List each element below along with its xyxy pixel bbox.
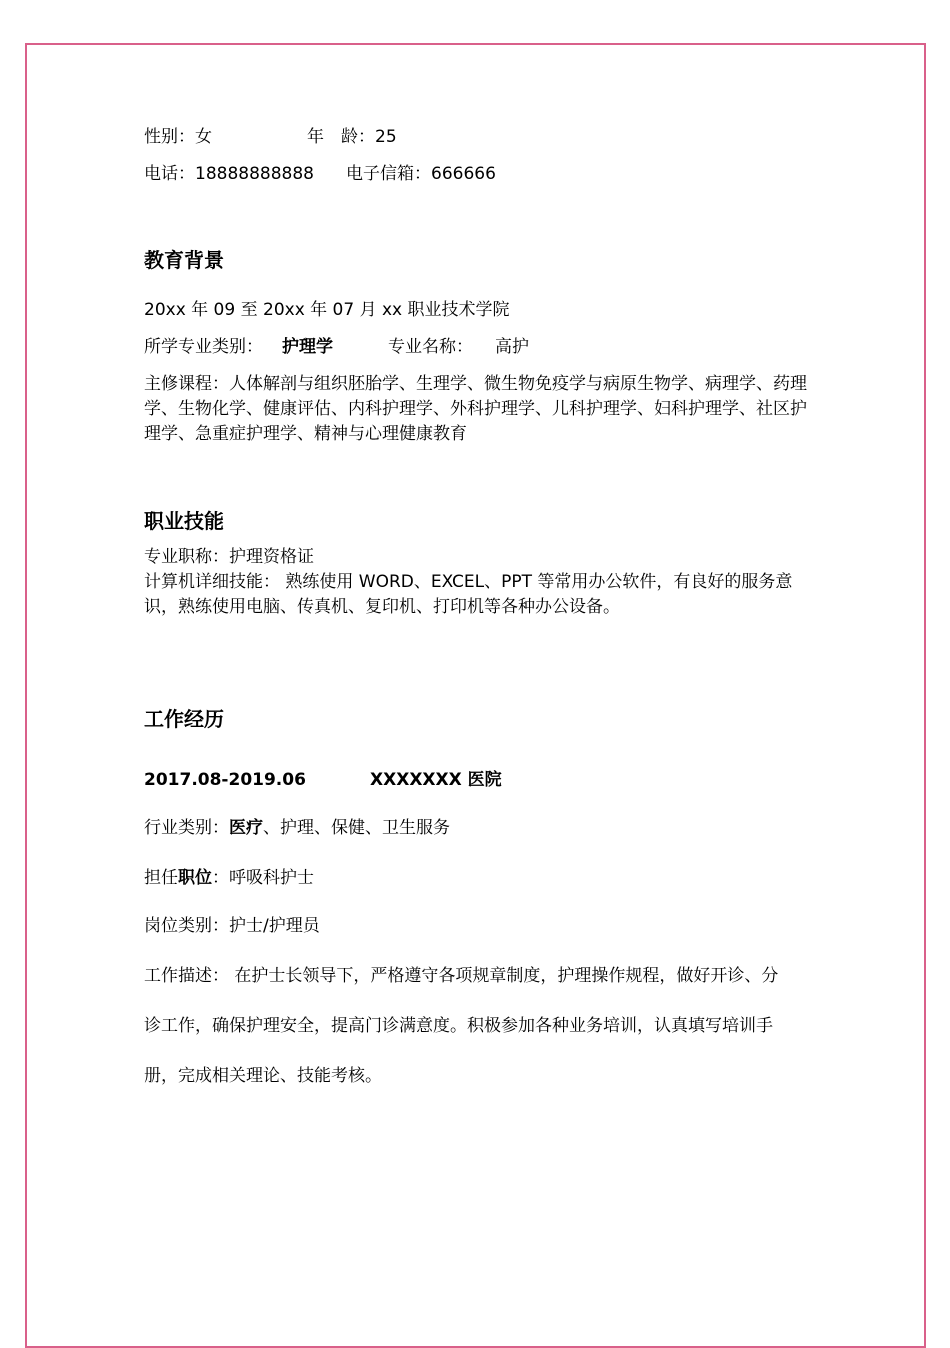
professional-title-row bbox=[144, 545, 314, 569]
description-label: 工作描述： bbox=[144, 966, 229, 986]
job-category-label: 岗位类别： bbox=[144, 916, 229, 936]
email-field bbox=[346, 162, 496, 186]
contact-row bbox=[144, 162, 496, 186]
email-value: 666666 bbox=[431, 164, 496, 184]
industry-bold: 医疗 bbox=[229, 818, 263, 838]
description-line-2: 诊工作，确保护理安全，提高门诊满意度。积极参加各种业务培训，认真填写培训手 bbox=[144, 1016, 773, 1036]
education-period-row bbox=[144, 298, 510, 322]
work-heading: 工作经历 bbox=[144, 707, 224, 731]
age-value: 25 bbox=[375, 127, 397, 147]
education-heading: 教育背景 bbox=[144, 248, 224, 272]
work-period: 2017.08-2019.06 bbox=[144, 770, 306, 790]
position-value: 呼吸科护士 bbox=[229, 868, 314, 888]
education-period: 20xx 年 09 至 20xx 年 07 月 bbox=[144, 300, 377, 320]
email-label: 电子信箱： bbox=[346, 164, 431, 184]
professional-title-value: 护理资格证 bbox=[229, 547, 314, 567]
industry-rest: 、护理、保健、卫生服务 bbox=[263, 818, 450, 838]
employer-name: XXXXXXX 医院 bbox=[370, 770, 502, 790]
page-border bbox=[25, 43, 926, 1348]
position-label-bold: 职位 bbox=[178, 868, 212, 888]
age-label: 年 龄： bbox=[307, 127, 375, 147]
job-category-row bbox=[144, 914, 320, 938]
courses-paragraph bbox=[144, 372, 814, 447]
gender-age-row bbox=[144, 125, 397, 149]
major-category-label: 所学专业类别： bbox=[144, 337, 263, 357]
computer-skills-value: 熟练使用 WORD、EXCEL、PPT 等常用办公软件，有良好的服务意识，熟练使用电脑、传真机、复印机、打印机等各种办公设备。 bbox=[144, 572, 793, 617]
position-label-plain: 担任 bbox=[144, 868, 178, 888]
age-field bbox=[307, 125, 397, 149]
school-name: xx 职业技术学院 bbox=[382, 300, 510, 320]
major-name-label: 专业名称： bbox=[388, 337, 473, 357]
industry-row bbox=[144, 816, 450, 840]
skills-heading: 职业技能 bbox=[144, 509, 224, 533]
gender-label: 性别： bbox=[144, 127, 195, 147]
major-category-value: 护理学 bbox=[282, 337, 333, 357]
major-name-field bbox=[388, 335, 529, 359]
courses-value: 人体解剖与组织胚胎学、生理学、微生物免疫学与病原生物学、病理学、药理学、生物化学、健康评估、内科护理学、外科护理学、儿科护理学、妇科护理学、社区护理学、急重症护理学、精神与心理健康教育 bbox=[144, 374, 807, 444]
professional-title-label: 专业职称： bbox=[144, 547, 229, 567]
description-line-1 bbox=[144, 964, 778, 988]
work-period-row bbox=[144, 768, 502, 792]
computer-skills-paragraph bbox=[144, 570, 814, 620]
description-line-3: 册，完成相关理论、技能考核。 bbox=[144, 1066, 382, 1086]
phone-label: 电话： bbox=[144, 164, 195, 184]
major-row bbox=[144, 335, 529, 359]
major-name-value: 高护 bbox=[495, 337, 529, 357]
position-row bbox=[144, 866, 314, 890]
position-label-colon: ： bbox=[212, 868, 229, 888]
industry-label: 行业类别： bbox=[144, 818, 229, 838]
description-text-1: 在护士长领导下，严格遵守各项规章制度，护理操作规程，做好开诊、分 bbox=[234, 966, 779, 986]
job-category-value: 护士/护理员 bbox=[229, 916, 320, 936]
gender-value: 女 bbox=[195, 127, 212, 147]
computer-skills-label: 计算机详细技能： bbox=[144, 572, 280, 592]
phone-value: 18888888888 bbox=[195, 164, 314, 184]
courses-label: 主修课程： bbox=[144, 374, 229, 394]
